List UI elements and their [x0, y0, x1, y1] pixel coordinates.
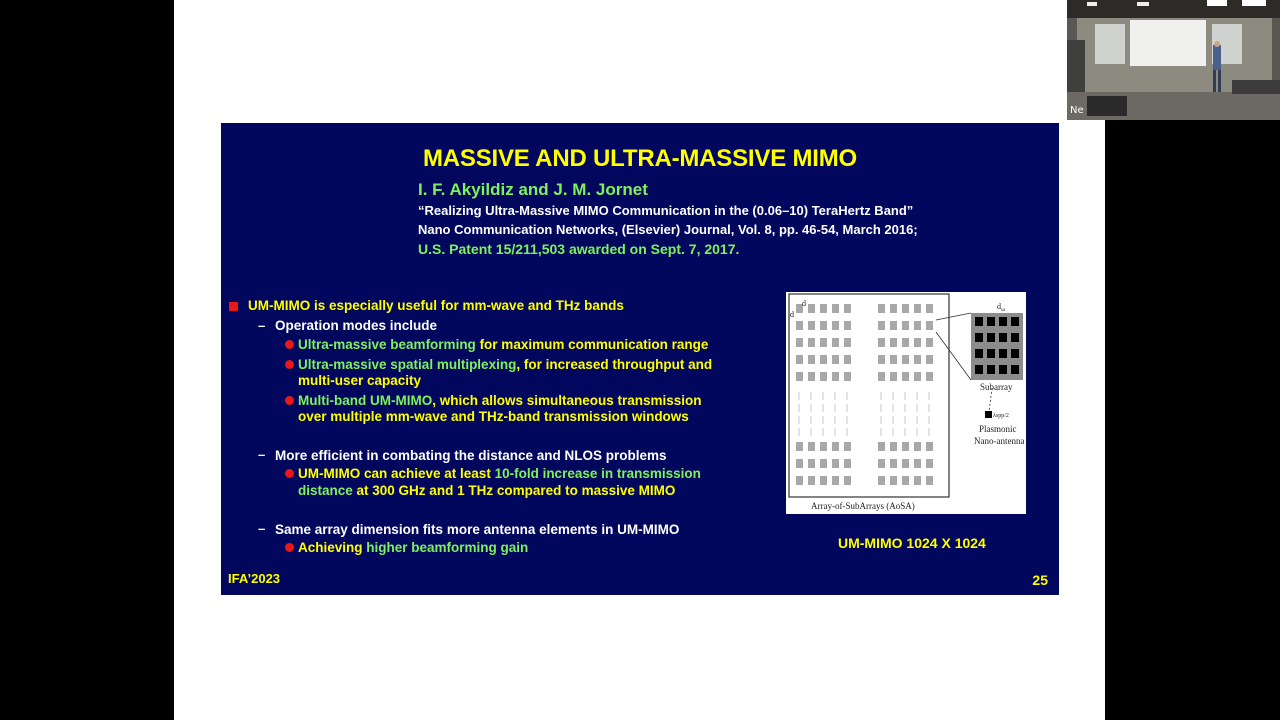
main-bullet-text: UM-MIMO is especially useful for mm-wave and THz bands — [248, 298, 624, 313]
lambda-label: λspp/2 — [993, 413, 1009, 419]
sub-bullet-efficiency: More efficient in combating the distance and NLOS problems — [275, 448, 667, 463]
subarray-cell — [926, 372, 933, 381]
subarray-cell — [844, 476, 851, 485]
subarray-cell — [890, 321, 897, 330]
subarray-cell — [914, 372, 921, 381]
main-bullet-marker — [229, 302, 238, 311]
subarray-cell — [808, 304, 815, 313]
subarray-cell — [808, 321, 815, 330]
subarray-cell — [878, 459, 885, 468]
subarray-cell — [878, 476, 885, 485]
aosa-figure — [786, 292, 1026, 514]
subarray-cell — [820, 355, 827, 364]
subarray-cell — [808, 459, 815, 468]
nano-antenna-element — [987, 317, 995, 326]
subarray-cell — [820, 476, 827, 485]
plasmonic-label: Plasmonic — [979, 424, 1017, 434]
subarray-cell — [796, 442, 803, 451]
figure-caption: UM-MIMO 1024 X 1024 — [838, 535, 986, 551]
aosa-label: Array-of-SubArrays (AoSA) — [811, 501, 915, 511]
item-beamforming-gain: Achieving higher beamforming gain — [298, 540, 529, 555]
subarray-cell — [796, 338, 803, 347]
nano-antenna-label: Nano-antenna — [974, 436, 1025, 446]
d-label-side: d — [790, 310, 794, 319]
subarray-cell — [914, 442, 921, 451]
bullet-dot — [285, 340, 294, 349]
footer-conference: IFA’2023 — [228, 571, 281, 586]
subarray-cell — [878, 338, 885, 347]
nano-antenna-element — [999, 365, 1007, 374]
nano-antenna-element — [975, 333, 983, 342]
nano-antenna-element — [987, 333, 995, 342]
subarray-cell — [914, 459, 921, 468]
bullet-dot — [285, 360, 294, 369]
presentation-slide — [221, 123, 1059, 595]
item-beamforming: Ultra-massive beamforming for maximum communication range — [298, 337, 709, 352]
slide-title: MASSIVE AND ULTRA-MASSIVE MIMO — [422, 145, 857, 172]
subarray-cell — [890, 476, 897, 485]
subarray-cell — [890, 459, 897, 468]
nano-antenna-element — [1011, 365, 1019, 374]
subarray-cell — [878, 321, 885, 330]
subarray-cell — [796, 372, 803, 381]
subarray-cell — [820, 304, 827, 313]
bullet-dot — [285, 469, 294, 478]
subarray-cell — [832, 442, 839, 451]
subarray-cell — [832, 338, 839, 347]
subarray-cell — [796, 476, 803, 485]
subarray-cell — [914, 321, 921, 330]
bullet-dot — [285, 396, 294, 405]
journal-reference: Nano Communication Networks, (Elsevier) Journal, Vol. 8, pp. 46-54, March 2016; — [418, 222, 918, 237]
paper-title: “Realizing Ultra-Massive MIMO Communication in the (0.06–10) TeraHertz Band” — [418, 203, 914, 218]
subarray-cell — [878, 442, 885, 451]
subarray-cell — [844, 338, 851, 347]
item-multiband-cont: over multiple mm-wave and THz-band transmission windows — [298, 409, 689, 424]
d-label-top: d — [802, 299, 806, 308]
webcam-thumbnail[interactable] — [1067, 0, 1280, 120]
nano-antenna-element — [1011, 333, 1019, 342]
item-spatial-multiplexing: Ultra-massive spatial multiplexing, for increased throughput and — [298, 357, 713, 372]
subarray-cell — [902, 372, 909, 381]
subarray-cell — [890, 442, 897, 451]
subarray-cell — [808, 338, 815, 347]
patent-reference: U.S. Patent 15/211,503 awarded on Sept. 7, 2017. — [418, 241, 740, 257]
item-tenfold-cont: distance at 300 GHz and 1 THz compared to massive MIMO — [298, 483, 676, 498]
subarray-cell — [902, 459, 909, 468]
nano-antenna-element — [987, 365, 995, 374]
subarray-cell — [926, 338, 933, 347]
subarray-cell — [808, 372, 815, 381]
subarray-label: Subarray — [980, 382, 1013, 392]
subarray-cell — [832, 355, 839, 364]
subarray-cell — [926, 442, 933, 451]
subarray-cell — [832, 304, 839, 313]
subarray-cell — [796, 459, 803, 468]
webcam-video — [1067, 0, 1280, 120]
subarray-cell — [926, 459, 933, 468]
item-multiband: Multi-band UM-MIMO, which allows simultaneous transmission — [298, 393, 702, 408]
sub-bullet-operation-modes: Operation modes include — [275, 318, 438, 333]
subarray-cell — [832, 459, 839, 468]
nano-antenna-element — [999, 333, 1007, 342]
subarray-cell — [844, 442, 851, 451]
slide-authors: I. F. Akyildiz and J. M. Jornet — [418, 180, 648, 199]
subarray-cell — [820, 372, 827, 381]
subarray-cell — [926, 304, 933, 313]
subarray-cell — [832, 476, 839, 485]
dsa-label: $d_{sa}$ — [997, 302, 1006, 313]
subarray-cell — [832, 321, 839, 330]
subarray-cell — [878, 355, 885, 364]
webcam-participant-name: Ne — [1070, 105, 1084, 116]
subarray-cell — [902, 304, 909, 313]
nano-antenna-element — [987, 349, 995, 358]
subarray-cell — [844, 355, 851, 364]
slide-number: 25 — [1032, 572, 1048, 588]
item-tenfold: UM-MIMO can achieve at least 10-fold increase in transmission — [298, 466, 701, 481]
subarray-cell — [878, 304, 885, 313]
subarray-cell — [914, 338, 921, 347]
nano-antenna-element — [975, 349, 983, 358]
subarray-cell — [914, 304, 921, 313]
dash-marker: – — [258, 447, 266, 462]
sub-bullet-array-dimension: Same array dimension fits more antenna elements in UM-MIMO — [275, 522, 680, 537]
subarray-cell — [844, 459, 851, 468]
subarray-cell — [796, 355, 803, 364]
aosa-diagram — [786, 292, 1026, 514]
subarray-cell — [820, 442, 827, 451]
subarray-cell — [808, 476, 815, 485]
subarray-cell — [890, 372, 897, 381]
subarray-cell — [844, 321, 851, 330]
nano-antenna-element — [975, 365, 983, 374]
subarray-cell — [926, 321, 933, 330]
subarray-cell — [902, 476, 909, 485]
subarray-cell — [808, 442, 815, 451]
subarray-cell — [890, 355, 897, 364]
nano-antenna-element — [999, 317, 1007, 326]
subarray-cell — [820, 459, 827, 468]
subarray-cell — [820, 338, 827, 347]
subarray-cell — [902, 355, 909, 364]
subarray-cell — [902, 338, 909, 347]
nano-antenna-element — [975, 317, 983, 326]
subarray-cell — [796, 321, 803, 330]
subarray-cell — [890, 304, 897, 313]
bullet-dot — [285, 543, 294, 552]
subarray-cell — [808, 355, 815, 364]
subarray-cell — [844, 304, 851, 313]
subarray-cell — [832, 372, 839, 381]
subarray-cell — [914, 476, 921, 485]
nano-antenna-element — [1011, 349, 1019, 358]
subarray-cell — [926, 476, 933, 485]
subarray-cell — [902, 442, 909, 451]
subarray-cell — [902, 321, 909, 330]
nano-antenna-element — [999, 349, 1007, 358]
item-spatial-multiplexing-cont: multi-user capacity — [298, 373, 422, 388]
dash-marker: – — [258, 521, 266, 536]
nano-antenna-element — [1011, 317, 1019, 326]
subarray-cell — [890, 338, 897, 347]
subarray-cell — [926, 355, 933, 364]
subarray-cell — [820, 321, 827, 330]
subarray-cell — [914, 355, 921, 364]
dash-marker: – — [258, 318, 266, 333]
subarray-cell — [844, 372, 851, 381]
subarray-cell — [878, 372, 885, 381]
